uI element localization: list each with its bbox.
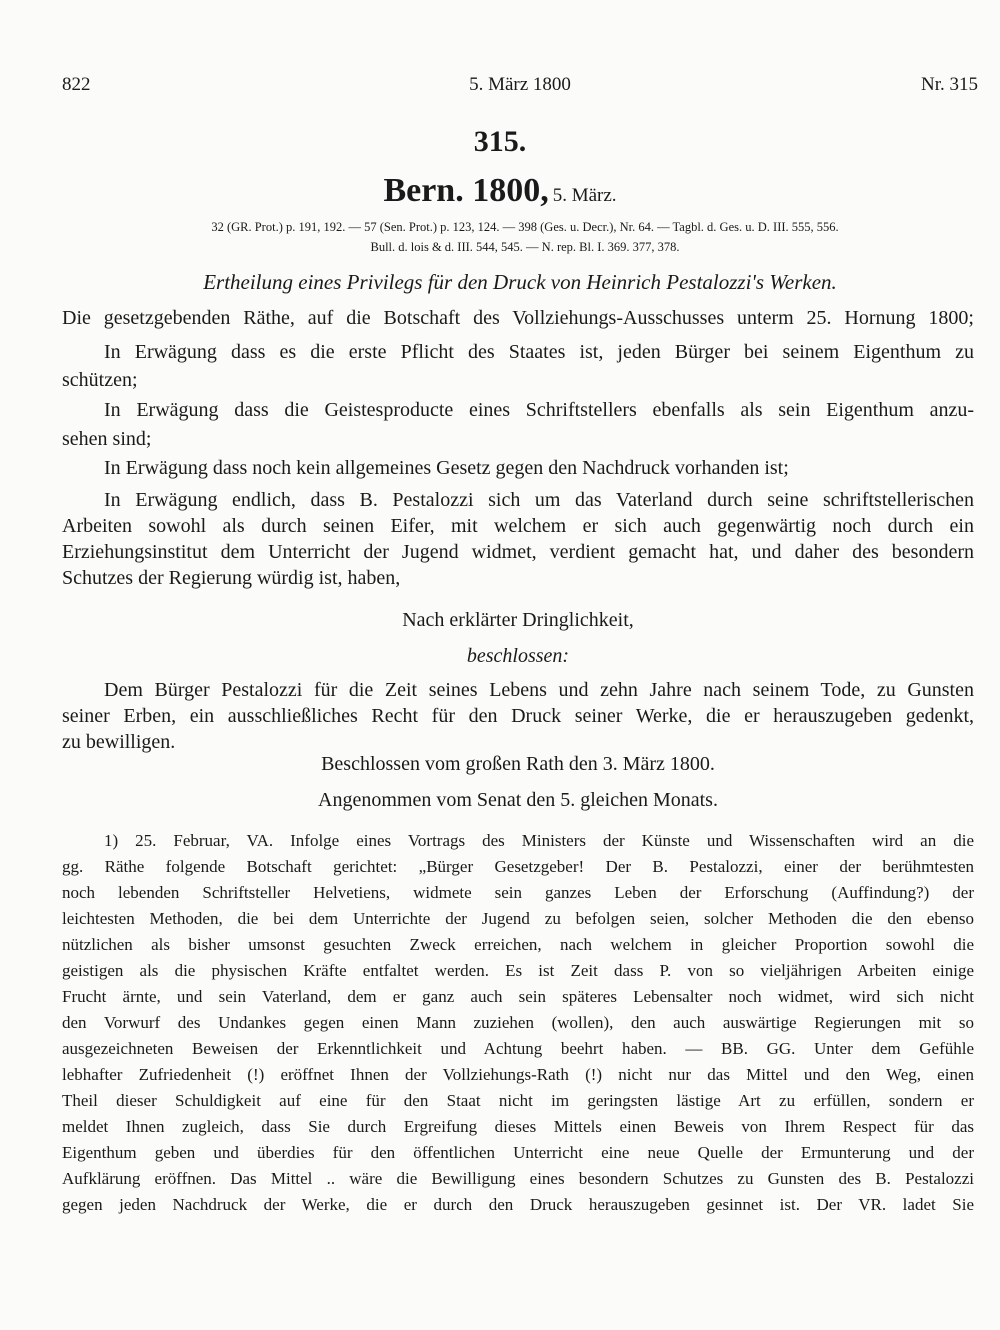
body-line: In Erwägung dass die Geistesproducte eines Schriftstellers ebenfalls als sein Eigenthum anzu- xyxy=(104,399,974,421)
footnote-line: gg. Räthe folgende Botschaft gerichtet: „Bürger Gesetzgeber! Der B. Pestalozzi, einer der berühmtesten xyxy=(62,857,974,876)
resolution-heading: beschlossen: xyxy=(466,645,570,667)
body-line: sehen sind; xyxy=(62,428,152,450)
header-date: 5. März 1800 xyxy=(469,74,571,95)
footnote-line: leichtesten Methoden, die bei dem Unterrichte der Jugend zu befolgen seien, solcher Methoden die den ebenso xyxy=(62,909,974,928)
body-line: schützen; xyxy=(62,369,138,391)
footnote-line: gegen jeden Nachdruck der Werke, die er durch den Druck herauszugeben gesinnet ist. Der VR. ladet Sie xyxy=(62,1195,974,1214)
document-title: Ertheilung eines Privilegs für den Druck von Heinrich Pestalozzi's Werken. xyxy=(203,270,837,294)
body-line: seiner Erben, ein ausschließliches Recht für den Druck seiner Werke, die er herauszugeben gedenkt, xyxy=(62,705,974,727)
place-date xyxy=(0,172,1000,210)
footnote-line: ausgezeichneten Beweisen der Erkenntlichkeit und Achtung beehrt haben. — BB. GG. Unter dem Gefühle xyxy=(62,1039,974,1058)
footnote-line: lebhafter Zufriedenheit (!) eröffnet Ihnen der Vollziehungs-Rath (!) nicht nur das Mittel und den Weg, einen xyxy=(62,1065,974,1084)
document-number: 315. xyxy=(473,125,527,158)
body-line: Schutzes der Regierung würdig ist, haben, xyxy=(62,567,401,589)
footnote-line: noch lebenden Schriftsteller Helvetiens, widmete sein ganzes Leben der Erforschung (Auffindung?) der xyxy=(62,883,974,902)
footnote-line: nützlichen als bisher umsonst gesuchten Zweck erreichen, nach welchem in gleicher Proportion sowohl die xyxy=(62,935,974,954)
footnote-line: Theil dieser Schuldigkeit auf eine für den Staat nicht im geringsten lästige Art zu erfüllen, sondern er xyxy=(62,1091,974,1110)
source-references-line: Bull. d. lois & d. III. 544, 545. — N. rep. Bl. I. 369. 377, 378. xyxy=(370,240,680,254)
footnote-line: Eigenthum geben und überdies für den öffentlichen Unterricht eine neue Quelle der Ermunterung und der xyxy=(62,1143,974,1162)
footnote-line: 1) 25. Februar, VA. Infolge eines Vortrags des Ministers der Künste und Wissenschaften wird an die xyxy=(104,831,974,850)
adoption-grand-council: Beschlossen vom großen Rath den 3. März 1800. xyxy=(321,753,715,775)
document-day: 5. März. xyxy=(552,185,617,206)
running-header xyxy=(62,74,978,100)
place-year: Bern. 1800, xyxy=(383,172,549,209)
footnote-line: den Vorwurf des Undankes gegen einen Mann zuziehen (wollen), den auch auswärtige Regierungen mit so xyxy=(62,1013,974,1032)
body-line: In Erwägung dass noch kein allgemeines Gesetz gegen den Nachdruck vorhanden ist; xyxy=(104,457,789,479)
body-line: Erziehungsinstitut dem Unterricht der Jugend widmet, verdient gemacht hat, und daher des besondern xyxy=(62,541,974,563)
source-references-line: 32 (GR. Prot.) p. 191, 192. — 57 (Sen. Prot.) p. 123, 124. — 398 (Ges. u. Decr.), Nr. 64. — Tagbl. d. Ges. u. D. III. 555, 556. xyxy=(211,220,839,234)
footnote-line: meldet Ihnen zugleich, dass Sie durch Ergreifung dieses Mittels einen Beweis von Ihrem Respect für das xyxy=(62,1117,974,1136)
header-number: Nr. 315 xyxy=(921,74,978,95)
urgency-clause: Nach erklärter Dringlichkeit, xyxy=(402,609,634,631)
body-line: In Erwägung dass es die erste Pflicht des Staates ist, jeden Bürger bei seinem Eigenthum zu xyxy=(104,341,974,363)
body-line: Arbeiten sowohl als durch seinen Eifer, mit welchem er sich auch gegenwärtig noch durch ein xyxy=(62,515,974,537)
body-line: Die gesetzgebenden Räthe, auf die Botschaft des Vollziehungs-Ausschusses unterm 25. Hornung 1800; xyxy=(62,307,974,329)
footnote-line: geistigen als die physischen Kräfte entfaltet werden. Es ist Zeit dass P. von so vieljährigen Arbeiten einige xyxy=(62,961,974,980)
body-line: In Erwägung endlich, dass B. Pestalozzi sich um das Vaterland durch seine schriftstellerischen xyxy=(104,489,974,511)
footnote-line: Aufklärung eröffnen. Das Mittel .. wäre die Bewilligung eines besondern Schutzes zu Gunsten des B. Pestalozzi xyxy=(62,1169,974,1188)
body-line: zu bewilligen. xyxy=(62,731,176,753)
footnote-line: Frucht ärnte, und sein Vaterland, dem er ganz auch sein späteres Lebensalter noch widmet, wird sich nicht xyxy=(62,987,974,1006)
page-number: 822 xyxy=(62,74,91,95)
body-line: Dem Bürger Pestalozzi für die Zeit seines Lebens und zehn Jahre nach seinem Tode, zu Gunsten xyxy=(104,679,974,701)
adoption-senate: Angenommen vom Senat den 5. gleichen Monats. xyxy=(318,789,718,811)
